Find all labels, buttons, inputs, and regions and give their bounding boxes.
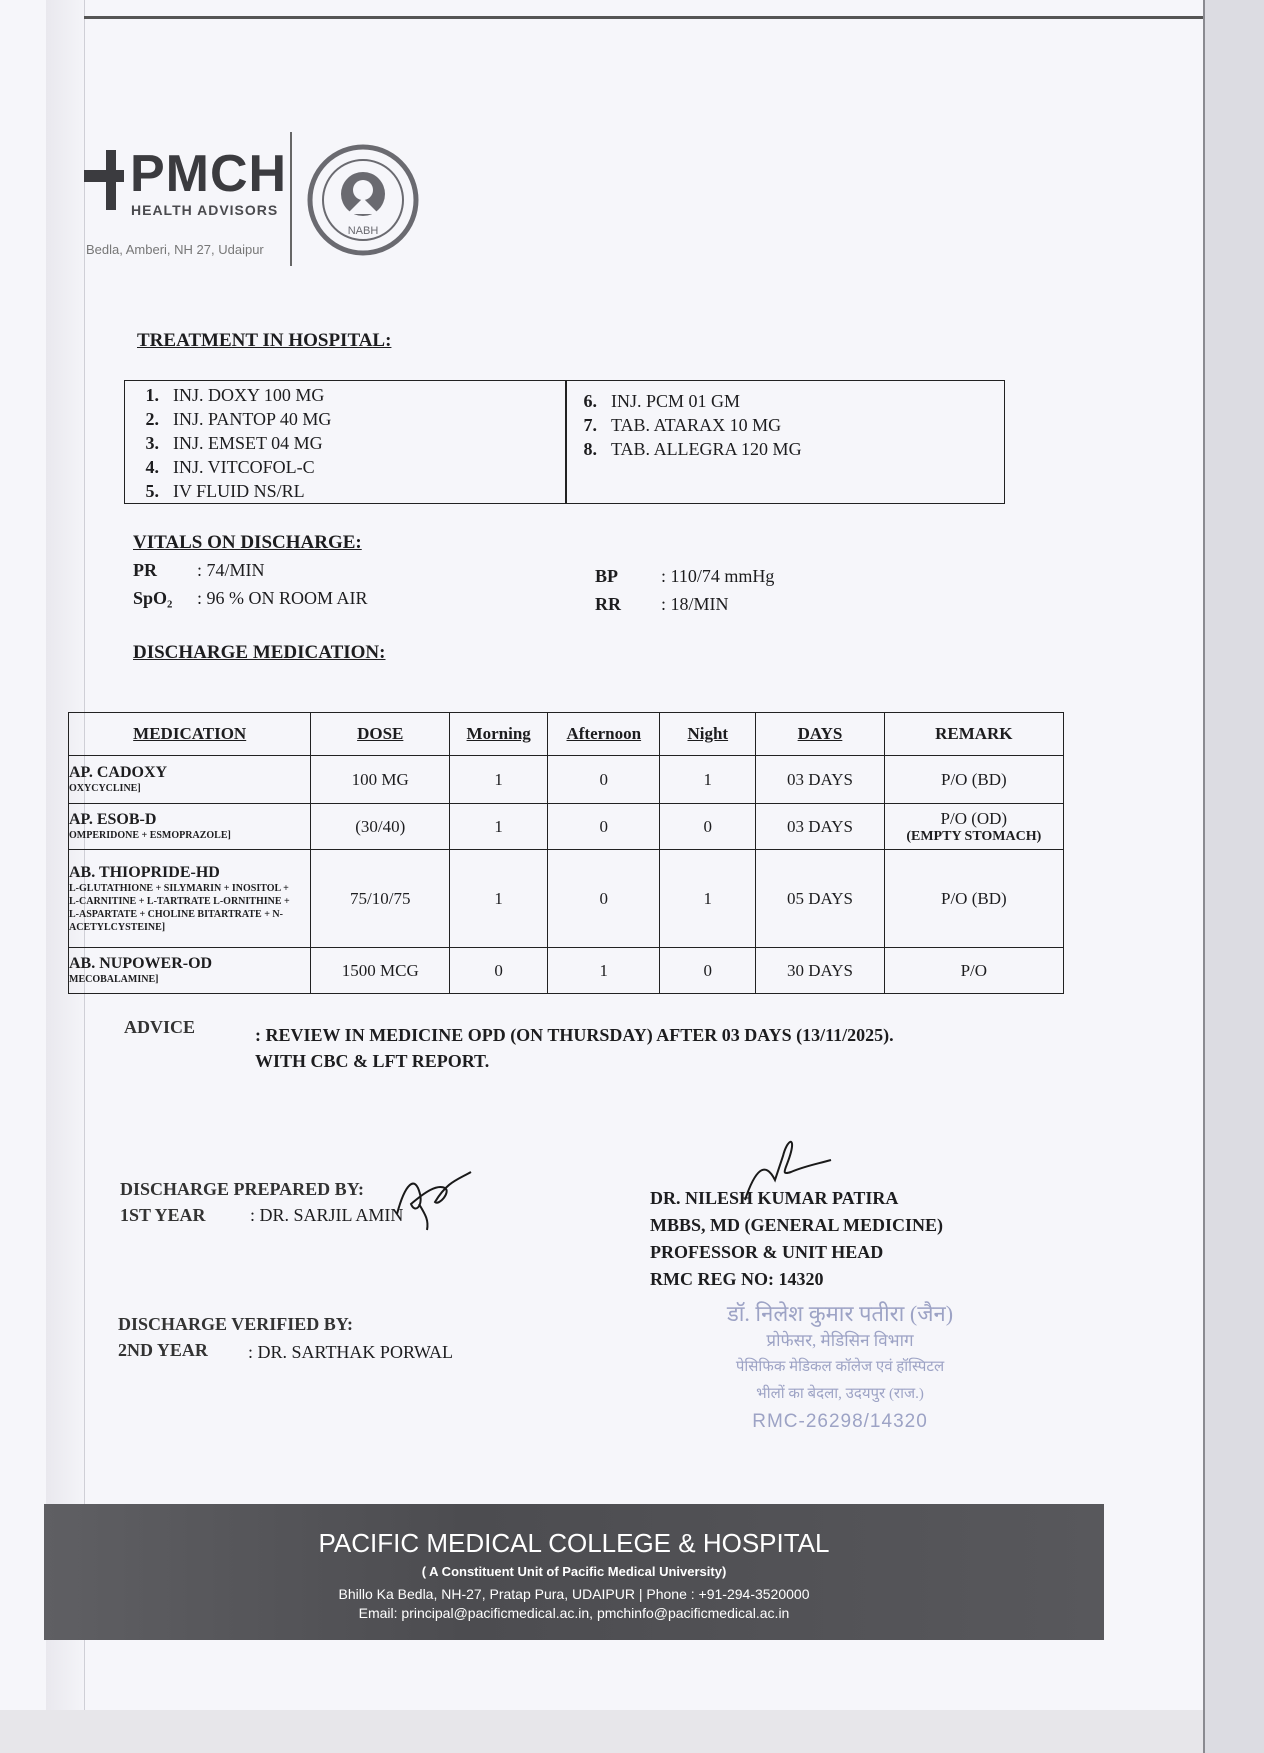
remark-cell: P/O (OD) (EMPTY STOMACH): [884, 804, 1063, 850]
treatment-item: 2. INJ. PANTOP 40 MG: [145, 409, 332, 429]
logo-subtitle: HEALTH ADVISORS: [131, 202, 279, 218]
verified-by-label: DISCHARGE VERIFIED BY:: [118, 1314, 354, 1334]
logo-name: PMCH: [130, 145, 288, 203]
night-cell: 0: [660, 948, 756, 994]
col-morning: Morning: [450, 713, 548, 756]
doctor-reg: RMC REG NO: 14320: [650, 1269, 824, 1289]
treatment-item: 3. INJ. EMSET 04 MG: [145, 433, 323, 453]
seal-text: NABH: [347, 225, 379, 237]
col-remark: REMARK: [884, 713, 1063, 756]
advice-line-1: : REVIEW IN MEDICINE OPD (ON THURSDAY) AFTER 03 DAYS (13/11/2025).: [255, 1025, 894, 1045]
footer-hospital-name: PACIFIC MEDICAL COLLEGE & HOSPITAL: [318, 1528, 830, 1558]
treatment-item: 4. INJ. VITCOFOL-C: [145, 457, 315, 477]
logo-address: Bedla, Amberi, NH 27, Udaipur: [86, 242, 264, 257]
morning-cell: 0: [450, 948, 548, 994]
night-cell: 1: [660, 756, 756, 804]
vital-rr: RR : 18/MIN: [595, 594, 729, 614]
top-rule: [84, 16, 1203, 19]
table-row: [69, 804, 1064, 850]
col-night: Night: [660, 713, 756, 756]
days-cell: 03 DAYS: [756, 756, 884, 804]
verified-name: : DR. SARTHAK PORWAL: [248, 1342, 453, 1362]
doctor-stamp: डॉ. निलेश कुमार पतीरा (जैन) प्रोफेसर, मेडिसिन विभाग पेसिफिक मेडिकल कॉलेज एवं हॉस्पिटल भीलों का बेदला, उदयपुर (राज.) RMC-26298/14320: [726, 1301, 954, 1432]
treatment-right-list: [577, 389, 802, 461]
footer-banner: [44, 1504, 1104, 1640]
morning-cell: 1: [450, 850, 548, 948]
treatment-item: 6. INJ. PCM 01 GM: [583, 391, 741, 411]
col-days: DAYS: [756, 713, 884, 756]
advice-line-2: WITH CBC & LFT REPORT.: [255, 1051, 490, 1071]
treatment-box: [124, 380, 1005, 504]
vital-spo2: SpO₂ : 96 % ON ROOM AIR: [133, 588, 368, 608]
prepared-year: 1ST YEAR: [120, 1205, 206, 1225]
morning-cell: 1: [450, 804, 548, 850]
col-medication: MEDICATION: [69, 713, 311, 756]
footer-email: Email: principal@pacificmedical.ac.in, pmchinfo@pacificmedical.ac.in: [358, 1605, 790, 1621]
afternoon-cell: 0: [548, 850, 660, 948]
verified-year: 2ND YEAR: [118, 1340, 208, 1360]
treatment-item: 8. TAB. ALLEGRA 120 MG: [583, 439, 802, 459]
remark-cell: P/O: [884, 948, 1063, 994]
treatment-item: 1. INJ. DOXY 100 MG: [145, 385, 325, 405]
footer-subtitle: ( A Constituent Unit of Pacific Medical University): [421, 1564, 727, 1579]
scan-edge: [1203, 0, 1264, 1753]
logo-divider: [290, 132, 292, 266]
doctor-title: PROFESSOR & UNIT HEAD: [650, 1242, 884, 1262]
table-header-row: [69, 713, 1064, 756]
night-cell: 1: [660, 850, 756, 948]
remark-cell: P/O (BD): [884, 850, 1063, 948]
prepared-by-label: DISCHARGE PREPARED BY:: [120, 1179, 365, 1199]
days-cell: 03 DAYS: [756, 804, 884, 850]
signature-doctor-icon: [735, 1130, 835, 1210]
med-name-cell: AB. THIOPRIDE-HD L-GLUTATHIONE + SILYMARIN + INOSITOL + L-CARNITINE + L-TARTRATE L-ORNITHINE + L-ASPARTATE + CHOLINE BITARTRATE + N-ACETYLCYSTEINE]: [69, 850, 311, 948]
dose-cell: 75/10/75: [311, 850, 450, 948]
med-name-cell: AP. ESOB-D OMPERIDONE + ESMOPRAZOLE]: [69, 804, 311, 850]
dose-cell: 100 MG: [311, 756, 450, 804]
footer-address: Bhillo Ka Bedla, NH-27, Pratap Pura, UDAIPUR | Phone : +91-294-3520000: [338, 1586, 810, 1602]
nabh-seal-icon: [307, 144, 419, 256]
med-name-cell: AB. NUPOWER-OD MECOBALAMINE]: [69, 948, 311, 994]
table-row: [69, 850, 1064, 948]
night-cell: 0: [660, 804, 756, 850]
treatment-divider: [565, 381, 567, 503]
treatment-item: 7. TAB. ATARAX 10 MG: [583, 415, 782, 435]
vital-bp: BP : 110/74 mmHg: [595, 566, 775, 586]
vital-pr: PR : 74/MIN: [133, 560, 265, 580]
prepared-name: : DR. SARJIL AMIN: [250, 1205, 404, 1225]
remark-cell: P/O (BD): [884, 756, 1063, 804]
afternoon-cell: 0: [548, 756, 660, 804]
table-row: [69, 756, 1064, 804]
table-row: [69, 948, 1064, 994]
doctor-degree: MBBS, MD (GENERAL MEDICINE): [650, 1215, 944, 1235]
treatment-item: 5. IV FLUID NS/RL: [145, 481, 305, 501]
discharge-med-title: DISCHARGE MEDICATION:: [133, 642, 386, 663]
advice-label: ADVICE: [124, 1017, 196, 1037]
days-cell: 30 DAYS: [756, 948, 884, 994]
col-dose: DOSE: [311, 713, 450, 756]
signature-prepared-icon: [385, 1144, 475, 1234]
dose-cell: 1500 MCG: [311, 948, 450, 994]
morning-cell: 1: [450, 756, 548, 804]
afternoon-cell: 1: [548, 948, 660, 994]
dose-cell: (30/40): [311, 804, 450, 850]
vitals-title: VITALS ON DISCHARGE:: [133, 532, 362, 553]
treatment-title: TREATMENT IN HOSPITAL:: [137, 330, 392, 351]
medication-table: [68, 712, 1064, 994]
med-name-cell: AP. CADOXY OXYCYCLINE]: [69, 756, 311, 804]
col-afternoon: Afternoon: [548, 713, 660, 756]
pmch-logo-icon: [84, 150, 124, 210]
treatment-left-list: [125, 383, 331, 503]
afternoon-cell: 0: [548, 804, 660, 850]
days-cell: 05 DAYS: [756, 850, 884, 948]
doctor-name: DR. NILESH KUMAR PATIRA: [650, 1188, 899, 1208]
